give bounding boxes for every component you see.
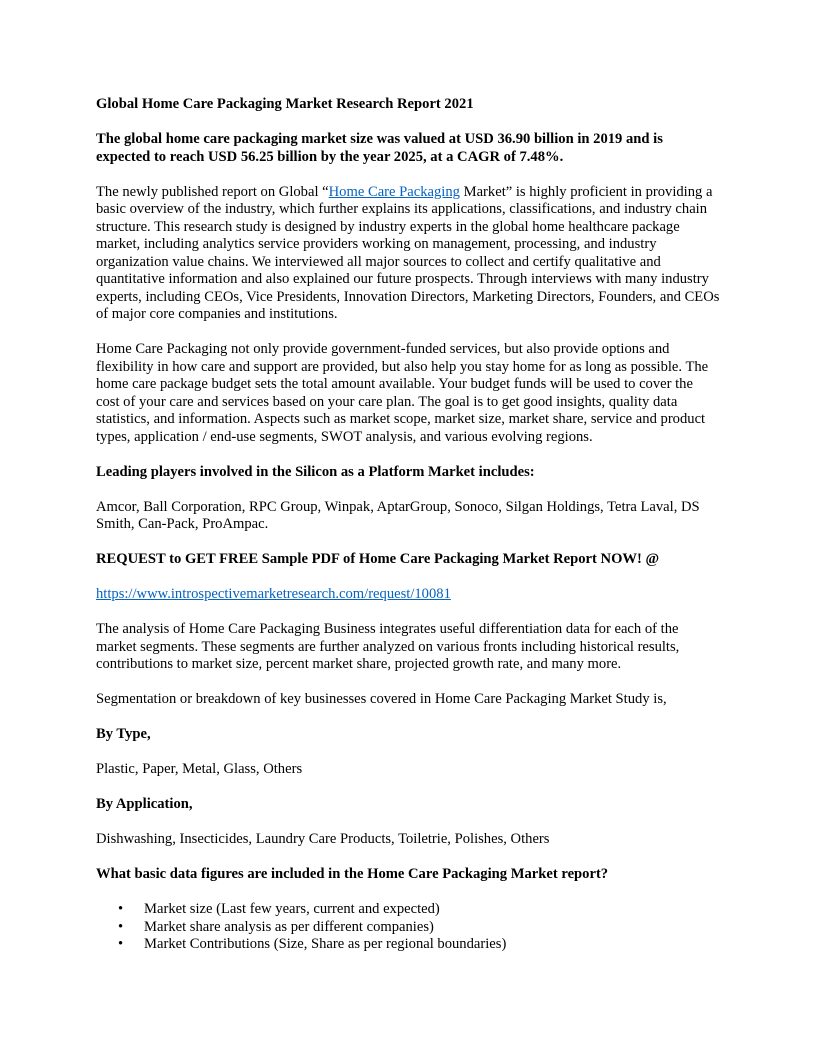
by-application-list: Dishwashing, Insecticides, Laundry Care Products, Toiletrie, Polishes, Others — [96, 831, 550, 847]
list-item-text: Market share analysis as per different companies) — [144, 918, 434, 935]
list-item-text: Market Contributions (Size, Share as per regional boundaries) — [144, 936, 507, 952]
list-item — [96, 936, 720, 954]
data-figures-list — [96, 901, 720, 954]
bullet-icon: • — [118, 901, 124, 917]
data-figures-heading: What basic data figures are included in the Home Care Packaging Market report? — [96, 866, 609, 882]
document-page — [96, 96, 720, 954]
intro-text-rest: Market” is highly proficient in providing a basic overview of the industry, which further explains its applications, classifications, and industry chain structure. This research study is designed by industry experts in the global home healthcare package market, including analytics service providers working on management, processing, and industry organization value chains. We interviewed all major sources to collect and certify qualitative and quantitative information and also explained our future prospects. Through interviews with many industry experts, including CEOs, Vice Presidents, Innovation Directors, Marketing Directors, Founders, and CEOs of major core companies and institutions. — [96, 183, 720, 322]
request-url-paragraph — [96, 586, 720, 604]
by-application-heading: By Application, — [96, 796, 193, 812]
list-item-text: Market size (Last few years, current and expected) — [144, 901, 440, 917]
market-size-headline: The global home care packaging market size was valued at USD 36.90 billion in 2019 and is expected to reach USD 56.25 billion by the year 2025, at a CAGR of 7.48%. — [96, 131, 663, 165]
bullet-icon: • — [118, 918, 124, 935]
bullet-icon: • — [118, 936, 124, 952]
report-title: Global Home Care Packaging Market Research Report 2021 — [96, 96, 474, 112]
by-type-heading: By Type, — [96, 726, 151, 742]
by-type-list: Plastic, Paper, Metal, Glass, Others — [96, 761, 303, 777]
intro-text-start: The newly published report on Global “ — [96, 183, 329, 200]
home-care-packaging-link[interactable]: Home Care Packaging — [328, 183, 460, 200]
players-list: Amcor, Ball Corporation, RPC Group, Winpak, AptarGroup, Sonoco, Silgan Holdings, Tetra Laval, DS Smith, Can-Pack, ProAmpac. — [96, 498, 700, 532]
intro-paragraph — [96, 184, 720, 324]
segmentation-paragraph: Segmentation or breakdown of key businesses covered in Home Care Packaging Market Study is, — [96, 691, 667, 707]
analysis-paragraph: The analysis of Home Care Packaging Business integrates useful differentiation data for each of the market segments. These segments are further analyzed on various fronts including historical results, contributions to market size, percent market share, projected growth rate, and many more. — [96, 621, 680, 672]
request-sample-heading: REQUEST to GET FREE Sample PDF of Home Care Packaging Market Report NOW! @ — [96, 551, 660, 567]
request-sample-link[interactable]: https://www.introspectivemarketresearch.com/request/10081 — [96, 586, 451, 602]
players-heading: Leading players involved in the Silicon as a Platform Market includes: — [96, 463, 535, 480]
list-item — [96, 919, 720, 937]
overview-paragraph: Home Care Packaging not only provide government-funded services, but also provide options and flexibility in how care and support are provided, but also help you stay home for as long as possible. The home care package budget sets the total amount available. Your budget funds will be used to cover the cost of your care and services based on your care plan. The goal is to get good insights, quality data statistics, and information. Aspects such as market scope, market size, market share, service and product types, application / end-use segments, SWOT analysis, and various evolving regions. — [96, 341, 709, 445]
list-item — [96, 901, 720, 919]
